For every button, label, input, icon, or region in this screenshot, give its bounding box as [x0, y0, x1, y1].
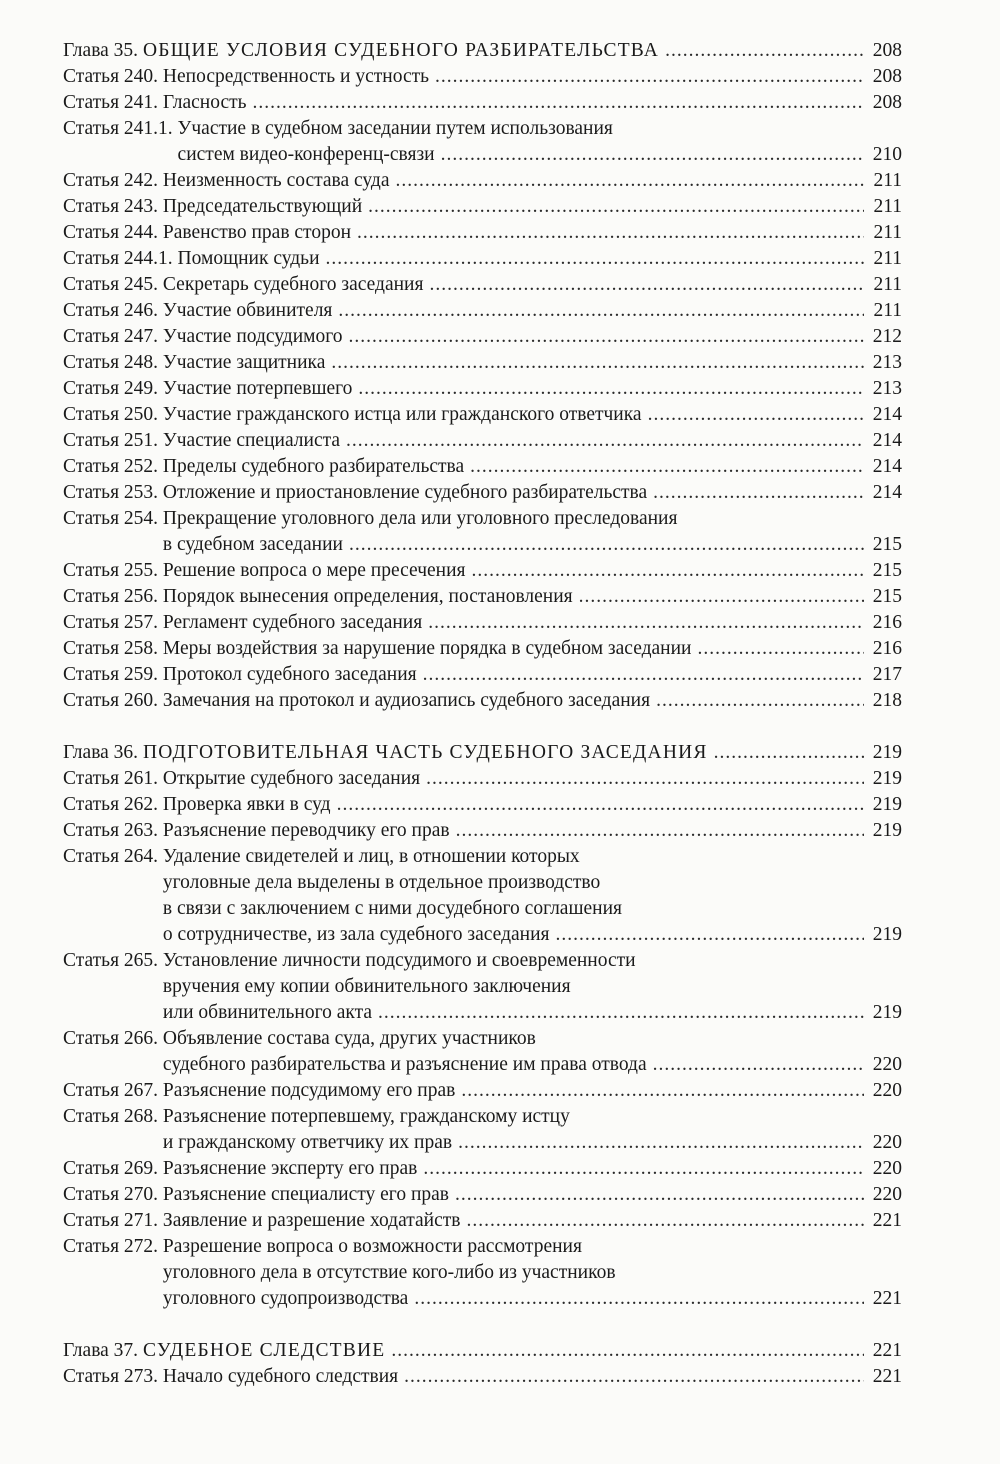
article-title-line: Прекращение уголовного дела или уголовного преследования — [162, 508, 678, 529]
toc-entry[interactable] — [63, 272, 902, 298]
article-title — [163, 90, 902, 116]
article-title-line: Неизменность состава суда — [162, 170, 390, 191]
toc-entry[interactable] — [63, 1234, 902, 1312]
toc-entry[interactable] — [63, 1156, 902, 1182]
article-label: Статья 249. — [63, 378, 163, 399]
dot-leader — [349, 324, 864, 350]
chapter-block — [63, 1338, 902, 1390]
dot-leader — [404, 1364, 864, 1390]
article-title — [163, 1156, 902, 1182]
article-title-line: или обвинительного акта — [162, 1002, 372, 1023]
article-title — [163, 350, 902, 376]
toc-entry[interactable] — [63, 168, 902, 194]
dot-leader — [456, 818, 864, 844]
toc-entry[interactable] — [63, 1208, 902, 1234]
article-title-line: уголовные дела выделены в отдельное производство — [162, 872, 601, 893]
toc-entry[interactable] — [63, 90, 902, 116]
article-title-line: Разрешение вопроса о возможности рассмотрения — [162, 1236, 582, 1257]
toc-entry[interactable] — [63, 220, 902, 246]
toc-entry[interactable] — [63, 688, 902, 714]
article-title — [178, 116, 902, 168]
chapter-title-line: ПОДГОТОВИТЕЛЬНАЯ ЧАСТЬ СУДЕБНОГО ЗАСЕДАНИЯ — [142, 742, 708, 763]
dot-leader — [579, 584, 864, 610]
page-number: 215 — [872, 534, 902, 555]
article-title — [163, 662, 902, 688]
page-number: 217 — [872, 664, 902, 685]
page-number: 218 — [872, 690, 902, 711]
article-label: Статья 258. — [63, 638, 163, 659]
page-number: 221 — [872, 1340, 902, 1361]
toc-entry[interactable] — [63, 584, 902, 610]
article-title — [163, 194, 902, 220]
toc-entry[interactable] — [63, 64, 902, 90]
article-title-line: в связи с заключением с ними досудебного соглашения — [162, 898, 622, 919]
dot-leader — [455, 1182, 864, 1208]
table-of-contents — [63, 38, 902, 1390]
article-title — [163, 1026, 902, 1078]
article-title — [163, 766, 902, 792]
article-title — [163, 844, 902, 948]
article-title — [163, 636, 902, 662]
toc-entry[interactable] — [63, 402, 902, 428]
article-title — [163, 688, 902, 714]
toc-entry[interactable] — [63, 428, 902, 454]
page-number: 211 — [873, 222, 902, 243]
toc-entry[interactable] — [63, 610, 902, 636]
dot-leader — [653, 1052, 864, 1078]
dot-leader — [435, 64, 864, 90]
page-number: 221 — [872, 1366, 902, 1387]
article-label: Статья 259. — [63, 664, 163, 685]
page-number: 211 — [873, 300, 902, 321]
page-number: 221 — [872, 1288, 902, 1309]
dot-leader — [426, 766, 864, 792]
article-label: Статья 243. — [63, 196, 163, 217]
dot-leader — [337, 792, 864, 818]
page-number: 212 — [872, 326, 902, 347]
dot-leader — [441, 142, 864, 168]
chapter-title-line: СУДЕБНОЕ СЛЕДСТВИЕ — [142, 1340, 386, 1361]
dot-leader — [556, 922, 865, 948]
article-title — [163, 948, 902, 1026]
article-title-line: Разъяснение потерпевшему, гражданскому истцу — [162, 1106, 570, 1127]
dot-leader — [665, 38, 864, 64]
article-title — [163, 558, 902, 584]
article-title-line: Участие в судебном заседании путем использования — [177, 118, 613, 139]
article-title-line: Заявление и разрешение ходатайств — [162, 1210, 461, 1231]
article-title-line: Помощник судьи — [177, 248, 320, 269]
article-label: Статья 251. — [63, 430, 163, 451]
article-title — [163, 298, 902, 324]
article-label: Статья 263. — [63, 820, 163, 841]
toc-entry[interactable] — [63, 636, 902, 662]
chapter-heading[interactable] — [63, 38, 902, 64]
article-title-line: Установление личности подсудимого и своевременности — [162, 950, 636, 971]
page-number: 216 — [872, 612, 902, 633]
page-number: 220 — [872, 1132, 902, 1153]
page-number: 211 — [873, 196, 902, 217]
chapter-title — [143, 740, 902, 766]
toc-entry[interactable] — [63, 948, 902, 1026]
article-title-line: Протокол судебного заседания — [162, 664, 417, 685]
article-label: Статья 267. — [63, 1080, 163, 1101]
toc-entry[interactable] — [63, 1078, 902, 1104]
article-title — [163, 1208, 902, 1234]
dot-leader — [338, 298, 864, 324]
article-label: Статья 247. — [63, 326, 163, 347]
article-label: Статья 271. — [63, 1210, 163, 1231]
page-number: 220 — [872, 1184, 902, 1205]
page-number: 213 — [872, 378, 902, 399]
article-label: Статья 260. — [63, 690, 163, 711]
page-number: 214 — [872, 456, 902, 477]
dot-leader — [697, 636, 864, 662]
dot-leader — [326, 246, 864, 272]
article-label: Статья 264. — [63, 846, 163, 867]
article-title-line: Отложение и приостановление судебного разбирательства — [162, 482, 648, 503]
toc-entry[interactable] — [63, 1182, 902, 1208]
article-title — [163, 376, 902, 402]
article-title-line: в судебном заседании — [162, 534, 343, 555]
toc-entry[interactable] — [63, 558, 902, 584]
chapter-label: Глава 36. — [63, 742, 143, 763]
article-title — [163, 220, 902, 246]
page-number: 208 — [872, 92, 902, 113]
chapter-block — [63, 38, 902, 714]
dot-leader — [470, 454, 864, 480]
page-number: 220 — [872, 1158, 902, 1179]
dot-leader — [429, 272, 864, 298]
toc-entry[interactable] — [63, 116, 902, 168]
toc-entry[interactable] — [63, 480, 902, 506]
page-number: 219 — [872, 924, 902, 945]
page-number: 219 — [872, 742, 902, 763]
article-label: Статья 266. — [63, 1028, 163, 1049]
article-label: Статья 254. — [63, 508, 163, 529]
page-number: 214 — [872, 430, 902, 451]
article-label: Статья 241. — [63, 92, 163, 113]
article-title — [163, 818, 902, 844]
article-title-line: Регламент судебного заседания — [162, 612, 423, 633]
page-number: 219 — [872, 820, 902, 841]
page-number: 214 — [872, 482, 902, 503]
article-title — [163, 1182, 902, 1208]
article-title — [163, 480, 902, 506]
dot-leader — [396, 168, 864, 194]
article-title-line: Решение вопроса о мере пресечения — [162, 560, 466, 581]
article-title-line: Объявление состава суда, других участников — [162, 1028, 536, 1049]
dot-leader — [653, 480, 864, 506]
toc-entry[interactable] — [63, 766, 902, 792]
article-label: Статья 272. — [63, 1236, 163, 1257]
article-title-line: Гласность — [162, 92, 247, 113]
page-number: 208 — [872, 66, 902, 87]
dot-leader — [428, 610, 864, 636]
article-title-line: Секретарь судебного заседания — [162, 274, 424, 295]
dot-leader — [391, 1338, 864, 1364]
article-title — [163, 168, 902, 194]
dot-leader — [461, 1078, 864, 1104]
page-number: 210 — [872, 144, 902, 165]
article-title-line: Открытие судебного заседания — [162, 768, 421, 789]
toc-entry[interactable] — [63, 324, 902, 350]
dot-leader — [423, 1156, 864, 1182]
toc-entry[interactable] — [63, 792, 902, 818]
dot-leader — [423, 662, 864, 688]
chapter-heading[interactable] — [63, 1338, 902, 1364]
article-label: Статья 257. — [63, 612, 163, 633]
article-title-line: уголовного дела в отсутствие кого-либо из участников — [162, 1262, 616, 1283]
toc-entry[interactable] — [63, 350, 902, 376]
article-title-line: Начало судебного следствия — [162, 1366, 399, 1387]
toc-entry[interactable] — [63, 454, 902, 480]
article-title-line: Проверка явки в суд — [162, 794, 331, 815]
article-label: Статья 250. — [63, 404, 163, 425]
article-title-line: Участие подсудимого — [162, 326, 343, 347]
toc-entry[interactable] — [63, 1104, 902, 1156]
article-label: Статья 248. — [63, 352, 163, 373]
page-number: 208 — [872, 40, 902, 61]
article-title-line: о сотрудничестве, из зала судебного заседания — [162, 924, 550, 945]
article-title-line: Разъяснение специалисту его прав — [162, 1184, 449, 1205]
article-title-line: Порядок вынесения определения, постановления — [162, 586, 573, 607]
article-title-line: Участие защитника — [162, 352, 326, 373]
article-label: Статья 244.1. — [63, 248, 178, 269]
article-title-line: Участие потерпевшего — [162, 378, 353, 399]
article-label: Статья 265. — [63, 950, 163, 971]
article-title-line: судебного разбирательства и разъяснение им права отвода — [162, 1054, 647, 1075]
article-title-line: Меры воздействия за нарушение порядка в судебном заседании — [162, 638, 692, 659]
article-label: Статья 244. — [63, 222, 163, 243]
page-number: 220 — [872, 1054, 902, 1075]
article-title — [178, 246, 902, 272]
toc-entry[interactable] — [63, 1026, 902, 1078]
dot-leader — [253, 90, 864, 116]
page-number: 211 — [873, 248, 902, 269]
dot-leader — [358, 376, 864, 402]
toc-entry[interactable] — [63, 818, 902, 844]
article-title-line: Разъяснение эксперту его прав — [162, 1158, 418, 1179]
dot-leader — [466, 1208, 864, 1234]
article-label: Статья 261. — [63, 768, 163, 789]
article-title-line: Разъяснение переводчику его прав — [162, 820, 450, 841]
chapter-title — [143, 38, 902, 64]
article-title-line: и гражданскому ответчику их прав — [162, 1132, 453, 1153]
dot-leader — [368, 194, 864, 220]
chapter-title-line: ОБЩИЕ УСЛОВИЯ СУДЕБНОГО РАЗБИРАТЕЛЬСТВА — [142, 40, 660, 61]
dot-leader — [331, 350, 864, 376]
page-number: 213 — [872, 352, 902, 373]
toc-entry[interactable] — [63, 662, 902, 688]
article-title-line: Разъяснение подсудимому его прав — [162, 1080, 456, 1101]
article-title-line: уголовного судопроизводства — [162, 1288, 409, 1309]
article-title — [163, 402, 902, 428]
page-number: 219 — [872, 768, 902, 789]
page-number: 215 — [872, 560, 902, 581]
page-number: 219 — [872, 1002, 902, 1023]
chapter-label: Глава 37. — [63, 1340, 143, 1361]
article-title — [163, 506, 902, 558]
article-label: Статья 262. — [63, 794, 163, 815]
article-label: Статья 252. — [63, 456, 163, 477]
article-title — [163, 1078, 902, 1104]
article-label: Статья 273. — [63, 1366, 163, 1387]
article-title-line: Пределы судебного разбирательства — [162, 456, 465, 477]
article-label: Статья 242. — [63, 170, 163, 191]
article-title-line: Председательствующий — [162, 196, 363, 217]
article-label: Статья 268. — [63, 1106, 163, 1127]
dot-leader — [346, 428, 864, 454]
toc-entry[interactable] — [63, 376, 902, 402]
article-label: Статья 245. — [63, 274, 163, 295]
article-title — [163, 1104, 902, 1156]
page-number: 214 — [872, 404, 902, 425]
article-title-line: Участие специалиста — [162, 430, 341, 451]
article-label: Статья 240. — [63, 66, 163, 87]
article-title-line: Непосредственность и устность — [162, 66, 430, 87]
toc-entry[interactable] — [63, 246, 902, 272]
article-title — [163, 454, 902, 480]
article-label: Статья 255. — [63, 560, 163, 581]
article-title-line: Участие обвинителя — [162, 300, 333, 321]
chapter-block — [63, 740, 902, 1312]
page-number: 211 — [873, 170, 902, 191]
article-label: Статья 270. — [63, 1184, 163, 1205]
toc-entry[interactable] — [63, 844, 902, 948]
article-label: Статья 253. — [63, 482, 163, 503]
article-title-line: вручения ему копии обвинительного заключения — [162, 976, 571, 997]
article-title-line: Замечания на протокол и аудиозапись судебного заседания — [162, 690, 651, 711]
article-title — [163, 1364, 902, 1390]
article-title — [163, 324, 902, 350]
dot-leader — [714, 740, 864, 766]
dot-leader — [349, 532, 864, 558]
page-number: 219 — [872, 794, 902, 815]
dot-leader — [378, 1000, 864, 1026]
dot-leader — [648, 402, 864, 428]
article-label: Статья 241.1. — [63, 118, 178, 139]
article-title — [163, 64, 902, 90]
dot-leader — [414, 1286, 864, 1312]
page-number: 220 — [872, 1080, 902, 1101]
article-title — [163, 1234, 902, 1312]
chapter-title — [143, 1338, 902, 1364]
dot-leader — [458, 1130, 864, 1156]
toc-entry[interactable] — [63, 1364, 902, 1390]
article-label: Статья 246. — [63, 300, 163, 321]
article-title — [163, 584, 902, 610]
article-title-line: систем видео-конференц-связи — [177, 144, 435, 165]
article-title — [163, 610, 902, 636]
article-label: Статья 256. — [63, 586, 163, 607]
toc-entry[interactable] — [63, 194, 902, 220]
toc-entry[interactable] — [63, 506, 902, 558]
toc-entry[interactable] — [63, 298, 902, 324]
dot-leader — [472, 558, 865, 584]
dot-leader — [357, 220, 864, 246]
page-number: 215 — [872, 586, 902, 607]
page-number: 216 — [872, 638, 902, 659]
page-number: 221 — [872, 1210, 902, 1231]
article-title — [163, 792, 902, 818]
article-title-line: Равенство прав сторон — [162, 222, 352, 243]
page-number: 211 — [873, 274, 902, 295]
article-title-line: Участие гражданского истца или гражданского ответчика — [162, 404, 642, 425]
chapter-label: Глава 35. — [63, 40, 143, 61]
article-title-line: Удаление свидетелей и лиц, в отношении которых — [162, 846, 580, 867]
dot-leader — [656, 688, 864, 714]
article-title — [163, 428, 902, 454]
article-label: Статья 269. — [63, 1158, 163, 1179]
article-title — [163, 272, 902, 298]
chapter-heading[interactable] — [63, 740, 902, 766]
